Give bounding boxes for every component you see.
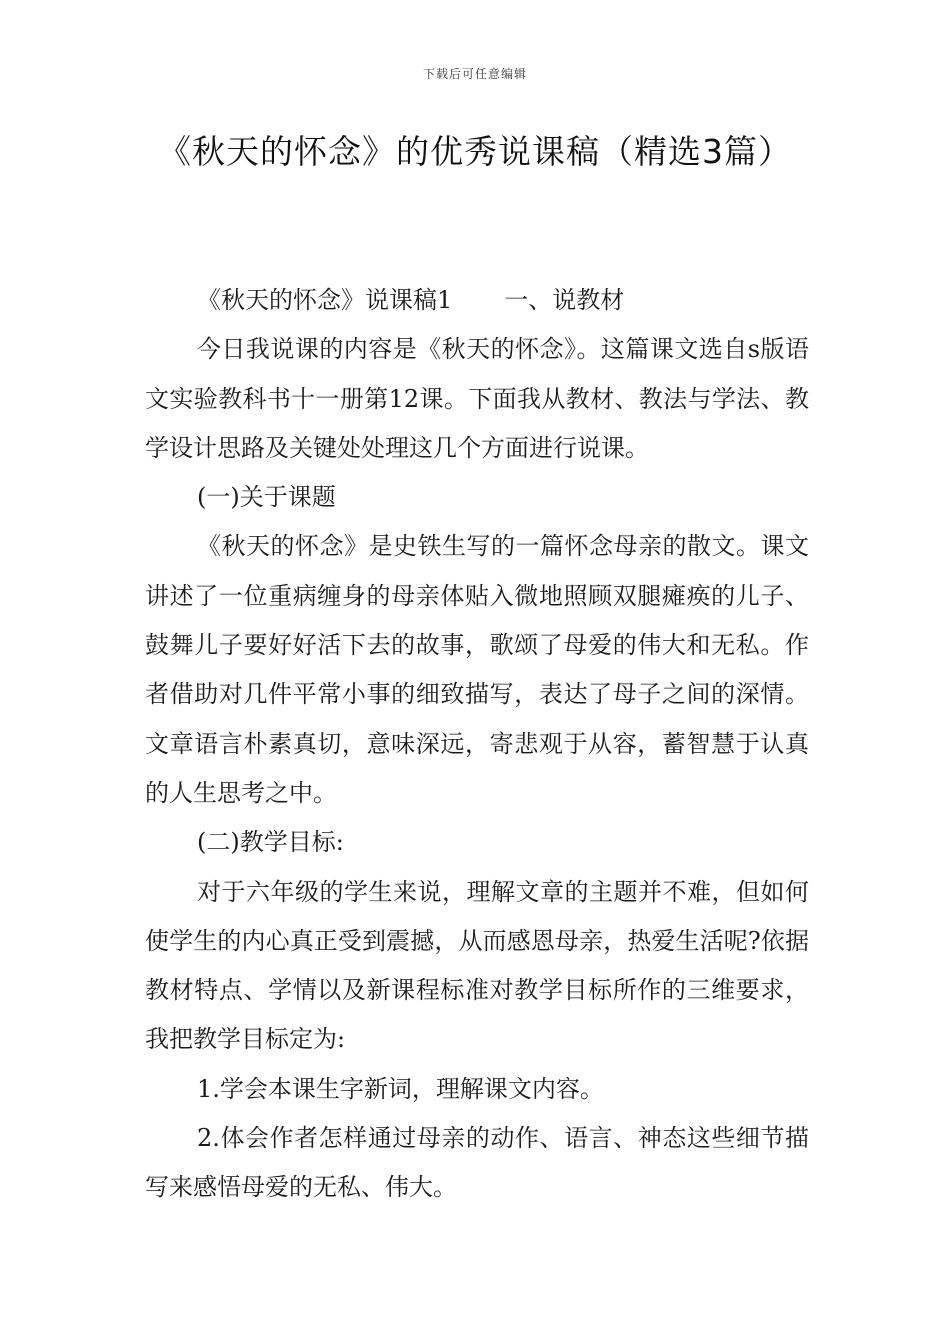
list-item: 1.学会本课生字新词，理解课文内容。 (197, 1074, 604, 1103)
subheading: (一)关于课题 (197, 483, 336, 512)
section-heading (145, 276, 809, 325)
header-note: 下载后可任意编辑 (422, 67, 527, 81)
section-heading-subtitle: 一、说教材 (504, 286, 625, 314)
document-body (145, 276, 809, 1213)
section-heading-title: 《秋天的怀念》说课稿1 (197, 286, 453, 314)
paragraph: 对于六年级的学生来说，理解文章的主题并不难，但如何使学生的内心真正受到震撼，从而感恩母亲，热爱生活呢?依据教材特点、学情以及新课程标准对教学目标所作的三维要求，我把教学目标定为: (145, 877, 809, 1054)
subheading: (二)教学目标: (197, 828, 344, 857)
page-title: 《秋天的怀念》的优秀说课稿（精选3篇） (158, 132, 792, 171)
paragraph: 《秋天的怀念》是史铁生写的一篇怀念母亲的散文。课文讲述了一位重病缠身的母亲体贴入微地照顾双腿瘫痪的儿子、鼓舞儿子要好好活下去的故事，歌颂了母爱的伟大和无私。作者借助对几件平常小事的细致描写，表达了母子之间的深情。文章语言朴素真切，意味深远，寄悲观于从容，蓄智慧于认真的人生思考之中。 (145, 532, 809, 807)
list-item: 2.体会作者怎样通过母亲的动作、语言、神态这些细节描写来感悟母爱的无私、伟大。 (145, 1124, 809, 1202)
paragraph: 今日我说课的内容是《秋天的怀念》。这篇课文选自s版语文实验教科书十一册第12课。下面我从教材、教法与学法、教学设计思路及关键处处理这几个方面进行说课。 (145, 335, 809, 462)
